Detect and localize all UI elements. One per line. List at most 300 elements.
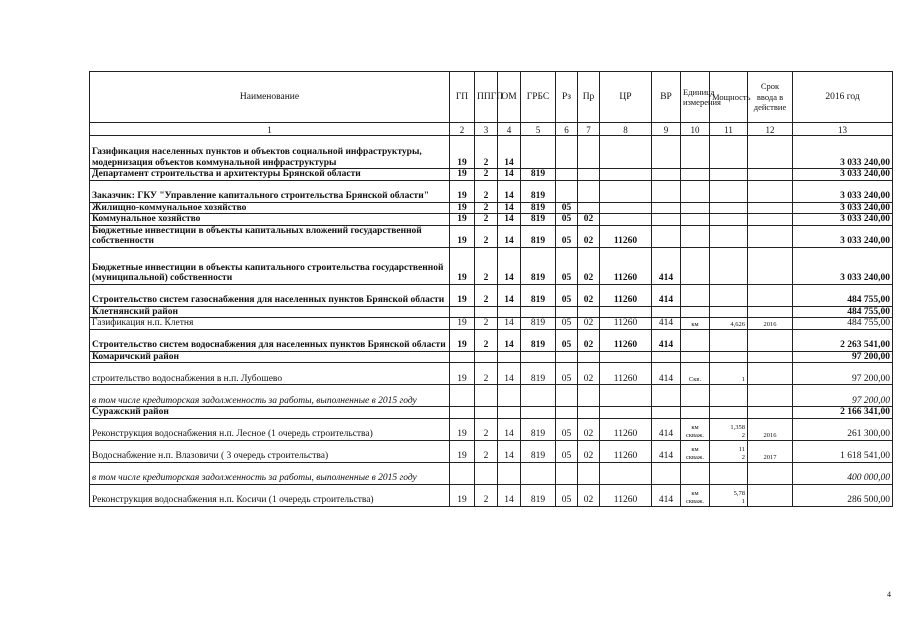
om-cell: 14 (498, 284, 521, 306)
om-cell: 14 (498, 418, 521, 440)
name-cell: Бюджетные инвестиции в объекты капитальных вложений государственной собственности (90, 225, 450, 247)
rz-cell (556, 407, 578, 419)
column-number: 6 (556, 123, 578, 136)
pr-cell (578, 462, 600, 484)
power-cell (710, 484, 748, 506)
rz-cell: 05 (556, 247, 578, 284)
rz-cell: 05 (556, 202, 578, 214)
unit-cell (681, 169, 710, 181)
gp-cell: 19 (450, 214, 475, 226)
vr-cell (652, 351, 681, 363)
om-cell: 14 (498, 169, 521, 181)
unit-cell (681, 462, 710, 484)
rz-cell (556, 169, 578, 181)
term-cell (748, 247, 793, 284)
amount-cell: 97 200,00 (793, 351, 893, 363)
vr-cell: 414 (652, 440, 681, 462)
amount-cell: 286 500,00 (793, 484, 893, 506)
power-line-2: 2 (741, 453, 745, 461)
ppgp-cell: 2 (475, 214, 498, 226)
amount-cell: 2 166 341,00 (793, 407, 893, 419)
ppgp-cell (475, 351, 498, 363)
cr-cell: 11260 (600, 247, 652, 284)
ppgp-cell: 2 (475, 247, 498, 284)
ppgp-cell: 2 (475, 180, 498, 202)
power-line-1: 5,78 (733, 489, 745, 497)
grbs-cell: 819 (521, 329, 556, 351)
rz-cell: 05 (556, 214, 578, 226)
pr-cell: 02 (578, 214, 600, 226)
grbs-cell: 819 (521, 180, 556, 202)
vr-cell (652, 214, 681, 226)
gp-cell (450, 407, 475, 419)
name-cell: Строительство систем газоснабжения для населенных пунктов Брянской области (90, 284, 450, 306)
power-cell (710, 247, 748, 284)
om-cell: 14 (498, 214, 521, 226)
grbs-cell: 819 (521, 484, 556, 506)
table-row (90, 225, 893, 247)
term-cell (748, 351, 793, 363)
name-cell: Суражский район (90, 407, 450, 419)
gp-cell (450, 306, 475, 318)
cr-cell (600, 351, 652, 363)
gp-cell (450, 351, 475, 363)
power-cell (710, 462, 748, 484)
grbs-cell: 819 (521, 284, 556, 306)
column-number: 1 (90, 123, 450, 136)
table-row (90, 284, 893, 306)
page-number: 4 (887, 590, 891, 599)
name-cell: Реконструкция водоснабжения н.п. Лесное (1 очередь строительства) (90, 418, 450, 440)
power-cell: 4,626 (710, 318, 748, 330)
grbs-cell (521, 385, 556, 407)
ppgp-cell (475, 407, 498, 419)
cr-cell (600, 462, 652, 484)
table-row (90, 214, 893, 226)
grbs-cell: 819 (521, 247, 556, 284)
table-row (90, 306, 893, 318)
unit-line-1: км (691, 445, 699, 453)
header-cell: ГРБС (521, 72, 556, 123)
table-row (90, 462, 893, 484)
amount-cell: 400 000,00 (793, 462, 893, 484)
unit-cell (681, 440, 710, 462)
grbs-cell (521, 306, 556, 318)
column-number: 11 (710, 123, 748, 136)
name-cell: Газификация н.п. Клетня (90, 318, 450, 330)
table-row (90, 136, 893, 169)
om-cell (498, 407, 521, 419)
header-row (90, 72, 893, 123)
column-number: 5 (521, 123, 556, 136)
column-number: 9 (652, 123, 681, 136)
ppgp-cell: 2 (475, 202, 498, 214)
power-cell (710, 214, 748, 226)
rz-cell: 05 (556, 440, 578, 462)
name-cell: Бюджетные инвестиции в объекты капитального строительства государственной (муниципальной) собственности (90, 247, 450, 284)
name-cell: Жилищно-коммунальное хозяйство (90, 202, 450, 214)
budget-table (89, 71, 893, 507)
vr-cell: 414 (652, 329, 681, 351)
unit-cell (681, 247, 710, 284)
vr-cell: 414 (652, 484, 681, 506)
rz-cell (556, 306, 578, 318)
pr-cell (578, 169, 600, 181)
power-cell (710, 225, 748, 247)
term-cell (748, 214, 793, 226)
column-number-row (90, 123, 893, 136)
table-row (90, 407, 893, 419)
gp-cell: 19 (450, 484, 475, 506)
rz-cell (556, 462, 578, 484)
vr-cell: 414 (652, 318, 681, 330)
power-cell (710, 351, 748, 363)
rz-cell: 05 (556, 484, 578, 506)
unit-line-2: скваж. (685, 453, 705, 461)
term-cell (748, 484, 793, 506)
column-number: 3 (475, 123, 498, 136)
unit-cell (681, 407, 710, 419)
om-cell: 14 (498, 484, 521, 506)
gp-cell: 19 (450, 284, 475, 306)
header-cell: Рз (556, 72, 578, 123)
om-cell: 14 (498, 329, 521, 351)
name-cell: Водоснабжение н.п. Влазовичи ( 3 очередь строительства) (90, 440, 450, 462)
amount-cell: 97 200,00 (793, 385, 893, 407)
amount-cell: 3 033 240,00 (793, 169, 893, 181)
term-cell (748, 329, 793, 351)
grbs-cell (521, 462, 556, 484)
grbs-cell (521, 407, 556, 419)
vr-cell (652, 407, 681, 419)
gp-cell (450, 462, 475, 484)
pr-cell (578, 351, 600, 363)
om-cell (498, 462, 521, 484)
grbs-cell: 819 (521, 225, 556, 247)
rz-cell: 05 (556, 284, 578, 306)
term-cell (748, 385, 793, 407)
header-cell: Пр (578, 72, 600, 123)
vr-cell (652, 136, 681, 169)
om-cell: 14 (498, 363, 521, 385)
unit-line-1: км (691, 489, 699, 497)
ppgp-cell: 2 (475, 440, 498, 462)
column-number: 2 (450, 123, 475, 136)
column-number: 7 (578, 123, 600, 136)
om-cell: 14 (498, 318, 521, 330)
grbs-cell: 819 (521, 363, 556, 385)
ppgp-cell: 2 (475, 329, 498, 351)
power-cell (710, 136, 748, 169)
grbs-cell: 819 (521, 418, 556, 440)
grbs-cell: 819 (521, 202, 556, 214)
power-cell (710, 180, 748, 202)
amount-cell: 3 033 240,00 (793, 202, 893, 214)
power-line-2: 2 (741, 431, 745, 439)
vr-cell (652, 462, 681, 484)
header-cell: Единица измерения (681, 72, 710, 123)
pr-cell (578, 202, 600, 214)
om-cell: 14 (498, 136, 521, 169)
pr-cell: 02 (578, 363, 600, 385)
pr-cell: 02 (578, 329, 600, 351)
header-cell: ГП (450, 72, 475, 123)
table-row (90, 385, 893, 407)
name-cell: Клетнянский район (90, 306, 450, 318)
power-cell (710, 306, 748, 318)
name-cell: Газификация населенных пунктов и объектов социальной инфраструктуры, модернизация объектов коммунальной инфраструктуры (90, 136, 450, 169)
term-cell (748, 306, 793, 318)
grbs-cell (521, 351, 556, 363)
cr-cell (600, 202, 652, 214)
om-cell (498, 385, 521, 407)
unit-cell (681, 136, 710, 169)
grbs-cell: 819 (521, 169, 556, 181)
name-cell: Департамент строительства и архитектуры Брянской области (90, 169, 450, 181)
pr-cell (578, 136, 600, 169)
cr-cell: 11260 (600, 225, 652, 247)
cr-cell (600, 180, 652, 202)
gp-cell (450, 385, 475, 407)
ppgp-cell: 2 (475, 284, 498, 306)
name-cell: строительство водоснабжения в н.п. Лубошево (90, 363, 450, 385)
unit-cell: км (681, 318, 710, 330)
unit-cell (681, 214, 710, 226)
grbs-cell: 819 (521, 214, 556, 226)
name-cell: Заказчик: ГКУ "Управление капитального строительства Брянской области" (90, 180, 450, 202)
grbs-cell: 819 (521, 440, 556, 462)
header-cell: Мощность (710, 72, 748, 123)
vr-cell (652, 180, 681, 202)
vr-cell (652, 385, 681, 407)
power-cell (710, 440, 748, 462)
amount-cell: 484 755,00 (793, 318, 893, 330)
gp-cell: 19 (450, 225, 475, 247)
pr-cell (578, 407, 600, 419)
vr-cell: 414 (652, 418, 681, 440)
rz-cell: 05 (556, 363, 578, 385)
pr-cell: 02 (578, 418, 600, 440)
grbs-cell (521, 136, 556, 169)
power-cell: 1 (710, 363, 748, 385)
cr-cell: 11260 (600, 484, 652, 506)
amount-cell: 97 200,00 (793, 363, 893, 385)
gp-cell: 19 (450, 169, 475, 181)
table-row (90, 351, 893, 363)
header-cell: 2016 год (793, 72, 893, 123)
pr-cell (578, 385, 600, 407)
amount-cell: 3 033 240,00 (793, 225, 893, 247)
column-number: 8 (600, 123, 652, 136)
om-cell: 14 (498, 225, 521, 247)
amount-cell: 484 755,00 (793, 306, 893, 318)
table-row (90, 180, 893, 202)
ppgp-cell: 2 (475, 418, 498, 440)
rz-cell (556, 180, 578, 202)
pr-cell: 02 (578, 284, 600, 306)
rz-cell: 05 (556, 329, 578, 351)
amount-cell: 3 033 240,00 (793, 214, 893, 226)
unit-cell (681, 180, 710, 202)
cr-cell: 11260 (600, 329, 652, 351)
term-cell: 2016 (748, 318, 793, 330)
vr-cell: 414 (652, 284, 681, 306)
header-cell: ВР (652, 72, 681, 123)
unit-cell (681, 202, 710, 214)
amount-cell: 3 033 240,00 (793, 180, 893, 202)
name-cell: в том числе кредиторская задолженность за работы, выполненные в 2015 году (90, 385, 450, 407)
unit-line-2: скваж. (685, 431, 705, 439)
vr-cell (652, 306, 681, 318)
ppgp-cell: 2 (475, 484, 498, 506)
unit-cell (681, 385, 710, 407)
header-cell: ЦР (600, 72, 652, 123)
name-cell: Коммунальное хозяйство (90, 214, 450, 226)
header-cell: Срок ввода в действие (748, 72, 793, 123)
cr-cell: 11260 (600, 363, 652, 385)
vr-cell (652, 169, 681, 181)
om-cell: 14 (498, 440, 521, 462)
ppgp-cell: 2 (475, 363, 498, 385)
power-cell (710, 202, 748, 214)
om-cell: 14 (498, 180, 521, 202)
ppgp-cell: 2 (475, 318, 498, 330)
power-cell (710, 418, 748, 440)
vr-cell (652, 225, 681, 247)
ppgp-cell: 2 (475, 136, 498, 169)
power-line-1: 1,358 (730, 423, 745, 431)
cr-cell: 11260 (600, 318, 652, 330)
table-row (90, 484, 893, 506)
cr-cell (600, 214, 652, 226)
table-row (90, 363, 893, 385)
cr-cell: 11260 (600, 284, 652, 306)
name-cell: в том числе кредиторская задолженность за работы, выполненные в 2015 году (90, 462, 450, 484)
term-cell (748, 180, 793, 202)
header-cell: ППГП (475, 72, 498, 123)
pr-cell: 02 (578, 225, 600, 247)
gp-cell: 19 (450, 363, 475, 385)
pr-cell (578, 180, 600, 202)
unit-cell (681, 306, 710, 318)
ppgp-cell: 2 (475, 169, 498, 181)
term-cell (748, 202, 793, 214)
gp-cell: 19 (450, 418, 475, 440)
gp-cell: 19 (450, 247, 475, 284)
term-cell (748, 169, 793, 181)
amount-cell: 3 033 240,00 (793, 247, 893, 284)
power-cell (710, 407, 748, 419)
unit-cell (681, 351, 710, 363)
cr-cell (600, 169, 652, 181)
unit-cell (681, 225, 710, 247)
power-cell (710, 385, 748, 407)
cr-cell (600, 136, 652, 169)
column-number: 4 (498, 123, 521, 136)
column-number: 13 (793, 123, 893, 136)
amount-cell: 2 263 541,00 (793, 329, 893, 351)
cr-cell (600, 306, 652, 318)
rz-cell: 05 (556, 418, 578, 440)
unit-line-2: скваж. (685, 497, 705, 505)
unit-cell (681, 284, 710, 306)
power-cell (710, 169, 748, 181)
gp-cell: 19 (450, 440, 475, 462)
table-row (90, 169, 893, 181)
unit-cell (681, 484, 710, 506)
term-cell (748, 136, 793, 169)
pr-cell: 02 (578, 318, 600, 330)
column-number: 10 (681, 123, 710, 136)
gp-cell: 19 (450, 202, 475, 214)
column-number: 12 (748, 123, 793, 136)
table-row (90, 418, 893, 440)
term-cell: 2016 (748, 418, 793, 440)
unit-cell: Скв. (681, 363, 710, 385)
rz-cell: 05 (556, 318, 578, 330)
ppgp-cell: 2 (475, 225, 498, 247)
term-cell (748, 363, 793, 385)
om-cell (498, 306, 521, 318)
gp-cell: 19 (450, 318, 475, 330)
amount-cell: 261 300,00 (793, 418, 893, 440)
term-cell (748, 225, 793, 247)
pr-cell (578, 306, 600, 318)
term-cell: 2017 (748, 440, 793, 462)
term-cell (748, 407, 793, 419)
amount-cell: 3 033 240,00 (793, 136, 893, 169)
table-row (90, 202, 893, 214)
table-row (90, 247, 893, 284)
power-cell (710, 284, 748, 306)
ppgp-cell (475, 385, 498, 407)
table-row (90, 318, 893, 330)
unit-line-1: км (691, 423, 699, 431)
pr-cell: 02 (578, 484, 600, 506)
amount-cell: 1 618 541,00 (793, 440, 893, 462)
rz-cell: 05 (556, 225, 578, 247)
pr-cell: 02 (578, 440, 600, 462)
rz-cell (556, 351, 578, 363)
cr-cell: 11260 (600, 418, 652, 440)
header-cell: Наименование (90, 72, 450, 123)
table-row (90, 440, 893, 462)
pr-cell: 02 (578, 247, 600, 284)
om-cell: 14 (498, 202, 521, 214)
power-line-2: 1 (741, 497, 745, 505)
om-cell: 14 (498, 247, 521, 284)
power-cell (710, 329, 748, 351)
om-cell (498, 351, 521, 363)
header-cell: ОМ (498, 72, 521, 123)
rz-cell (556, 385, 578, 407)
gp-cell: 19 (450, 180, 475, 202)
ppgp-cell (475, 306, 498, 318)
amount-cell: 484 755,00 (793, 284, 893, 306)
name-cell: Строительство систем водоснабжения для населенных пунктов Брянской области (90, 329, 450, 351)
vr-cell: 414 (652, 247, 681, 284)
cr-cell: 11260 (600, 440, 652, 462)
gp-cell: 19 (450, 329, 475, 351)
term-cell (748, 462, 793, 484)
grbs-cell: 819 (521, 318, 556, 330)
cr-cell (600, 407, 652, 419)
gp-cell: 19 (450, 136, 475, 169)
vr-cell: 414 (652, 363, 681, 385)
table-row (90, 329, 893, 351)
name-cell: Комаричский район (90, 351, 450, 363)
power-line-1: 11 (738, 445, 745, 453)
